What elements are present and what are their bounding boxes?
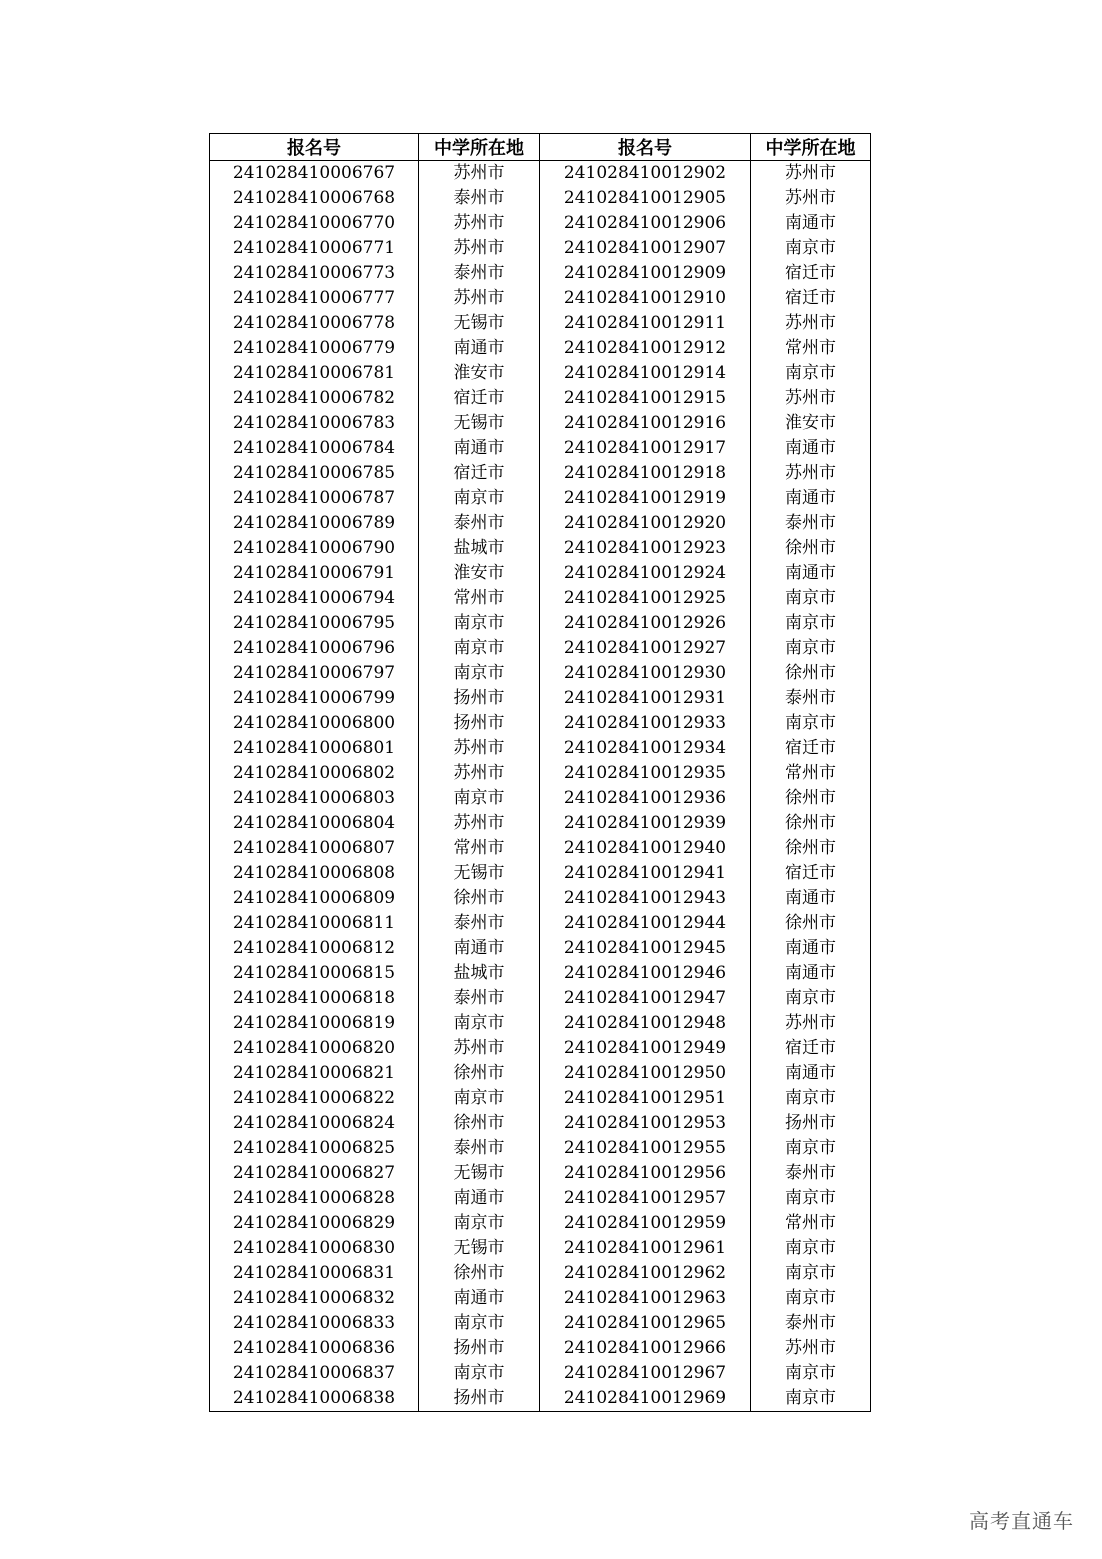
school-location-cell: 南京市 (751, 636, 871, 661)
registration-number-cell: 241028410012934 (540, 736, 751, 761)
registration-number-cell: 241028410012912 (540, 336, 751, 361)
table-row (210, 1061, 871, 1086)
school-location-cell: 南京市 (751, 1386, 871, 1412)
registration-number-cell: 241028410012916 (540, 411, 751, 436)
registration-number-cell: 241028410012917 (540, 436, 751, 461)
registration-number-cell: 241028410012945 (540, 936, 751, 961)
registration-number-cell: 241028410006811 (210, 911, 419, 936)
registration-number-cell: 241028410006829 (210, 1211, 419, 1236)
registration-number-cell: 241028410012911 (540, 311, 751, 336)
school-location-cell: 苏州市 (419, 761, 540, 786)
registration-number-cell: 241028410006822 (210, 1086, 419, 1111)
school-location-cell: 南通市 (419, 1186, 540, 1211)
registration-number-cell: 241028410006807 (210, 836, 419, 861)
school-location-cell: 南京市 (751, 586, 871, 611)
table-row (210, 1211, 871, 1236)
school-location-cell: 南通市 (751, 961, 871, 986)
school-location-cell: 徐州市 (751, 836, 871, 861)
registration-number-cell: 241028410006827 (210, 1161, 419, 1186)
registration-number-cell: 241028410006833 (210, 1311, 419, 1336)
table-row (210, 786, 871, 811)
table-row (210, 461, 871, 486)
school-location-cell: 泰州市 (419, 986, 540, 1011)
registration-number-cell: 241028410006777 (210, 286, 419, 311)
table-row (210, 811, 871, 836)
school-location-cell: 苏州市 (419, 286, 540, 311)
table-row (210, 486, 871, 511)
school-location-cell: 徐州市 (751, 911, 871, 936)
registration-number-cell: 241028410006837 (210, 1361, 419, 1386)
table-row (210, 236, 871, 261)
registration-number-cell: 241028410006812 (210, 936, 419, 961)
table-row (210, 861, 871, 886)
registration-number-cell: 241028410012906 (540, 211, 751, 236)
registration-number-cell: 241028410012902 (540, 161, 751, 187)
registration-number-cell: 241028410012957 (540, 1186, 751, 1211)
school-location-cell: 扬州市 (419, 1386, 540, 1412)
registration-number-cell: 241028410012907 (540, 236, 751, 261)
school-location-cell: 常州市 (751, 1211, 871, 1236)
registration-number-cell: 241028410012919 (540, 486, 751, 511)
registration-number-cell: 241028410006785 (210, 461, 419, 486)
school-location-cell: 泰州市 (751, 1161, 871, 1186)
table-row (210, 961, 871, 986)
registration-number-cell: 241028410012905 (540, 186, 751, 211)
registration-number-cell: 241028410006768 (210, 186, 419, 211)
table-row (210, 1261, 871, 1286)
school-location-cell: 南京市 (751, 986, 871, 1011)
school-location-cell: 南京市 (419, 486, 540, 511)
table-row (210, 336, 871, 361)
table-row (210, 161, 871, 187)
school-location-cell: 扬州市 (751, 1111, 871, 1136)
table-row (210, 1361, 871, 1386)
school-location-cell: 南京市 (751, 361, 871, 386)
school-location-cell: 无锡市 (419, 311, 540, 336)
school-location-cell: 南京市 (751, 1261, 871, 1286)
registration-number-cell: 241028410006836 (210, 1336, 419, 1361)
school-location-cell: 宿迁市 (419, 461, 540, 486)
registration-number-cell: 241028410012941 (540, 861, 751, 886)
school-location-cell: 徐州市 (419, 1061, 540, 1086)
table-row (210, 211, 871, 236)
registration-number-cell: 241028410012910 (540, 286, 751, 311)
registration-number-cell: 241028410006828 (210, 1186, 419, 1211)
registration-number-cell: 241028410006770 (210, 211, 419, 236)
school-location-cell: 南京市 (751, 711, 871, 736)
school-location-cell: 常州市 (419, 836, 540, 861)
registration-number-cell: 241028410006830 (210, 1236, 419, 1261)
table-body (210, 161, 871, 1412)
registration-number-cell: 241028410006784 (210, 436, 419, 461)
school-location-cell: 南通市 (751, 211, 871, 236)
table-row (210, 436, 871, 461)
table-row (210, 286, 871, 311)
table-row (210, 686, 871, 711)
school-location-cell: 常州市 (751, 336, 871, 361)
school-location-cell: 南京市 (419, 636, 540, 661)
registration-number-cell: 241028410012959 (540, 1211, 751, 1236)
table-row (210, 1036, 871, 1061)
admission-table (209, 133, 871, 1412)
registration-number-cell: 241028410006790 (210, 536, 419, 561)
table-row (210, 511, 871, 536)
registration-number-cell: 241028410012927 (540, 636, 751, 661)
school-location-cell: 南京市 (419, 611, 540, 636)
registration-number-cell: 241028410006802 (210, 761, 419, 786)
registration-number-cell: 241028410006791 (210, 561, 419, 586)
registration-number-cell: 241028410012914 (540, 361, 751, 386)
header-school-location: 中学所在地 (751, 134, 871, 161)
header-registration-number: 报名号 (210, 134, 419, 161)
school-location-cell: 泰州市 (419, 261, 540, 286)
registration-number-cell: 241028410012923 (540, 536, 751, 561)
school-location-cell: 南京市 (751, 1086, 871, 1111)
school-location-cell: 苏州市 (751, 461, 871, 486)
registration-number-cell: 241028410006797 (210, 661, 419, 686)
school-location-cell: 南京市 (419, 1011, 540, 1036)
table-row (210, 761, 871, 786)
school-location-cell: 无锡市 (419, 1236, 540, 1261)
table-row (210, 886, 871, 911)
table-row (210, 1311, 871, 1336)
table-row (210, 1161, 871, 1186)
registration-number-cell: 241028410006803 (210, 786, 419, 811)
school-location-cell: 南京市 (419, 1311, 540, 1336)
registration-number-cell: 241028410012965 (540, 1311, 751, 1336)
table-row (210, 1136, 871, 1161)
registration-number-cell: 241028410006820 (210, 1036, 419, 1061)
table-row (210, 1286, 871, 1311)
school-location-cell: 泰州市 (419, 186, 540, 211)
school-location-cell: 苏州市 (419, 161, 540, 187)
school-location-cell: 宿迁市 (751, 286, 871, 311)
registration-number-cell: 241028410012967 (540, 1361, 751, 1386)
table-row (210, 536, 871, 561)
registration-number-cell: 241028410012925 (540, 586, 751, 611)
school-location-cell: 南京市 (751, 1286, 871, 1311)
registration-number-cell: 241028410006782 (210, 386, 419, 411)
registration-number-cell: 241028410006824 (210, 1111, 419, 1136)
registration-number-cell: 241028410012924 (540, 561, 751, 586)
registration-number-cell: 241028410006781 (210, 361, 419, 386)
school-location-cell: 淮安市 (419, 361, 540, 386)
school-location-cell: 宿迁市 (751, 1036, 871, 1061)
table-row (210, 1111, 871, 1136)
registration-number-cell: 241028410012940 (540, 836, 751, 861)
registration-number-cell: 241028410006796 (210, 636, 419, 661)
school-location-cell: 泰州市 (751, 511, 871, 536)
registration-number-cell: 241028410006783 (210, 411, 419, 436)
school-location-cell: 苏州市 (751, 1336, 871, 1361)
registration-number-cell: 241028410006838 (210, 1386, 419, 1412)
registration-number-cell: 241028410006831 (210, 1261, 419, 1286)
registration-number-cell: 241028410006804 (210, 811, 419, 836)
school-location-cell: 南通市 (419, 336, 540, 361)
registration-number-cell: 241028410006789 (210, 511, 419, 536)
school-location-cell: 苏州市 (751, 1011, 871, 1036)
header-row (210, 134, 871, 161)
registration-number-cell: 241028410012963 (540, 1286, 751, 1311)
school-location-cell: 泰州市 (419, 1136, 540, 1161)
school-location-cell: 常州市 (419, 586, 540, 611)
school-location-cell: 南通市 (419, 1286, 540, 1311)
registration-number-cell: 241028410012951 (540, 1086, 751, 1111)
table-row (210, 1011, 871, 1036)
registration-number-cell: 241028410012961 (540, 1236, 751, 1261)
table-row (210, 986, 871, 1011)
registration-number-cell: 241028410012962 (540, 1261, 751, 1286)
table-row (210, 1186, 871, 1211)
registration-number-cell: 241028410006767 (210, 161, 419, 187)
registration-number-cell: 241028410012920 (540, 511, 751, 536)
school-location-cell: 泰州市 (751, 1311, 871, 1336)
school-location-cell: 苏州市 (419, 236, 540, 261)
school-location-cell: 盐城市 (419, 536, 540, 561)
school-location-cell: 苏州市 (751, 311, 871, 336)
registration-number-cell: 241028410006787 (210, 486, 419, 511)
registration-number-cell: 241028410006795 (210, 611, 419, 636)
school-location-cell: 南京市 (751, 1186, 871, 1211)
table-row (210, 261, 871, 286)
school-location-cell: 苏州市 (751, 186, 871, 211)
school-location-cell: 南通市 (751, 436, 871, 461)
school-location-cell: 泰州市 (419, 911, 540, 936)
registration-number-cell: 241028410006800 (210, 711, 419, 736)
registration-number-cell: 241028410006778 (210, 311, 419, 336)
registration-number-cell: 241028410006773 (210, 261, 419, 286)
table-row (210, 386, 871, 411)
table-row (210, 586, 871, 611)
table-row (210, 911, 871, 936)
registration-number-cell: 241028410006815 (210, 961, 419, 986)
school-location-cell: 南通市 (751, 936, 871, 961)
table-row (210, 561, 871, 586)
school-location-cell: 南通市 (751, 486, 871, 511)
registration-number-cell: 241028410012936 (540, 786, 751, 811)
school-location-cell: 苏州市 (419, 1036, 540, 1061)
table-row (210, 636, 871, 661)
registration-number-cell: 241028410006799 (210, 686, 419, 711)
table-row (210, 936, 871, 961)
school-location-cell: 无锡市 (419, 1161, 540, 1186)
registration-number-cell: 241028410006819 (210, 1011, 419, 1036)
school-location-cell: 扬州市 (419, 686, 540, 711)
school-location-cell: 扬州市 (419, 1336, 540, 1361)
school-location-cell: 苏州市 (419, 736, 540, 761)
school-location-cell: 南通市 (751, 886, 871, 911)
school-location-cell: 南京市 (419, 661, 540, 686)
registration-number-cell: 241028410012909 (540, 261, 751, 286)
registration-number-cell: 241028410012953 (540, 1111, 751, 1136)
school-location-cell: 徐州市 (751, 786, 871, 811)
table-row (210, 611, 871, 636)
table-row (210, 711, 871, 736)
school-location-cell: 苏州市 (419, 811, 540, 836)
school-location-cell: 宿迁市 (751, 861, 871, 886)
table-row (210, 1336, 871, 1361)
header-registration-number: 报名号 (540, 134, 751, 161)
registration-number-cell: 241028410012918 (540, 461, 751, 486)
watermark: 高考直通车 (969, 1509, 1074, 1533)
registration-number-cell: 241028410006825 (210, 1136, 419, 1161)
school-location-cell: 苏州市 (751, 386, 871, 411)
table-row (210, 1236, 871, 1261)
table-row (210, 1086, 871, 1111)
school-location-cell: 南通市 (419, 436, 540, 461)
school-location-cell: 南京市 (419, 1086, 540, 1111)
registration-number-cell: 241028410012930 (540, 661, 751, 686)
table-row (210, 736, 871, 761)
school-location-cell: 宿迁市 (751, 736, 871, 761)
registration-number-cell: 241028410012943 (540, 886, 751, 911)
registration-number-cell: 241028410006779 (210, 336, 419, 361)
school-location-cell: 南通市 (751, 561, 871, 586)
school-location-cell: 宿迁市 (751, 261, 871, 286)
registration-number-cell: 241028410006794 (210, 586, 419, 611)
school-location-cell: 南京市 (751, 1361, 871, 1386)
school-location-cell: 扬州市 (419, 711, 540, 736)
header-school-location: 中学所在地 (419, 134, 540, 161)
table-row (210, 361, 871, 386)
table-row (210, 661, 871, 686)
registration-number-cell: 241028410006821 (210, 1061, 419, 1086)
school-location-cell: 常州市 (751, 761, 871, 786)
registration-number-cell: 241028410006818 (210, 986, 419, 1011)
table-row (210, 311, 871, 336)
table-row (210, 411, 871, 436)
registration-number-cell: 241028410012950 (540, 1061, 751, 1086)
school-location-cell: 徐州市 (751, 811, 871, 836)
school-location-cell: 苏州市 (419, 211, 540, 236)
school-location-cell: 南通市 (751, 1061, 871, 1086)
registration-number-cell: 241028410012948 (540, 1011, 751, 1036)
registration-number-cell: 241028410006809 (210, 886, 419, 911)
registration-number-cell: 241028410012969 (540, 1386, 751, 1412)
registration-number-cell: 241028410006771 (210, 236, 419, 261)
school-location-cell: 徐州市 (419, 1111, 540, 1136)
registration-number-cell: 241028410012949 (540, 1036, 751, 1061)
registration-number-cell: 241028410012946 (540, 961, 751, 986)
school-location-cell: 无锡市 (419, 861, 540, 886)
registration-number-cell: 241028410006832 (210, 1286, 419, 1311)
registration-number-cell: 241028410012955 (540, 1136, 751, 1161)
school-location-cell: 淮安市 (751, 411, 871, 436)
school-location-cell: 盐城市 (419, 961, 540, 986)
school-location-cell: 泰州市 (751, 686, 871, 711)
registration-number-cell: 241028410012933 (540, 711, 751, 736)
school-location-cell: 南京市 (751, 1236, 871, 1261)
table-row (210, 1386, 871, 1412)
school-location-cell: 南京市 (751, 611, 871, 636)
registration-number-cell: 241028410006801 (210, 736, 419, 761)
registration-number-cell: 241028410012966 (540, 1336, 751, 1361)
school-location-cell: 无锡市 (419, 411, 540, 436)
school-location-cell: 泰州市 (419, 511, 540, 536)
registration-number-cell: 241028410012935 (540, 761, 751, 786)
registration-number-cell: 241028410012947 (540, 986, 751, 1011)
table-row (210, 836, 871, 861)
registration-number-cell: 241028410012926 (540, 611, 751, 636)
school-location-cell: 南京市 (751, 236, 871, 261)
registration-number-cell: 241028410012931 (540, 686, 751, 711)
school-location-cell: 徐州市 (419, 886, 540, 911)
school-location-cell: 南京市 (751, 1136, 871, 1161)
school-location-cell: 南京市 (419, 1361, 540, 1386)
school-location-cell: 南京市 (419, 1211, 540, 1236)
school-location-cell: 徐州市 (419, 1261, 540, 1286)
school-location-cell: 徐州市 (751, 661, 871, 686)
school-location-cell: 南京市 (419, 786, 540, 811)
school-location-cell: 宿迁市 (419, 386, 540, 411)
table-row (210, 186, 871, 211)
registration-number-cell: 241028410012956 (540, 1161, 751, 1186)
registration-number-cell: 241028410012939 (540, 811, 751, 836)
school-location-cell: 徐州市 (751, 536, 871, 561)
school-location-cell: 南通市 (419, 936, 540, 961)
registration-number-cell: 241028410012915 (540, 386, 751, 411)
registration-number-cell: 241028410012944 (540, 911, 751, 936)
registration-number-cell: 241028410006808 (210, 861, 419, 886)
school-location-cell: 苏州市 (751, 161, 871, 187)
school-location-cell: 淮安市 (419, 561, 540, 586)
